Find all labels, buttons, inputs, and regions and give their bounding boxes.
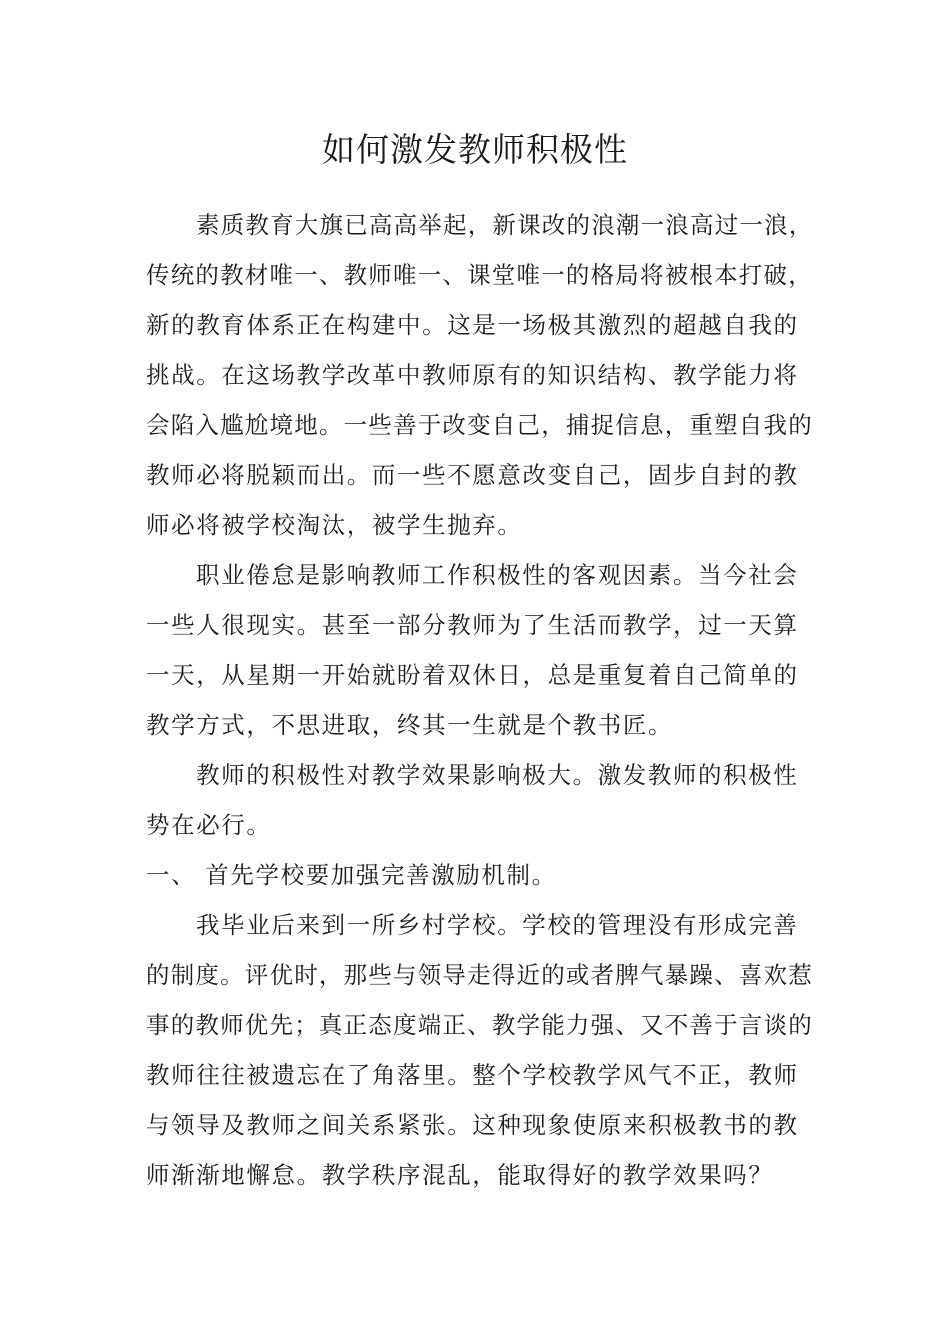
text-line: 我毕业后来到一所乡村学校。学校的管理没有形成完善 xyxy=(196,911,799,939)
text-line: 教师的积极性对教学效果影响极大。激发教师的积极性 xyxy=(196,761,799,789)
text-line: 势在必行。 xyxy=(146,811,272,839)
page-title: 如何激发教师积极性 xyxy=(322,130,628,169)
text-line: 会陷入尴尬境地。一些善于改变自己，捕捉信息，重塑自我的 xyxy=(146,411,813,439)
text-line: 传统的教材唯一、教师唯一、课堂唯一的格局将被根本打破， xyxy=(146,261,813,289)
text-line: 教师必将脱颖而出。而一些不愿意改变自己，固步自封的教 xyxy=(146,461,799,489)
text-line: 教学方式，不思进取，终其一生就是个教书匠。 xyxy=(146,711,674,739)
text-line: 事的教师优先；真正态度端正、教学能力强、又不善于言谈的 xyxy=(146,1011,813,1039)
text-line: 挑战。在这场教学改革中教师原有的知识结构、教学能力将 xyxy=(146,361,799,389)
text-line: 师渐渐地懈怠。教学秩序混乱，能取得好的教学效果吗？ xyxy=(146,1161,774,1189)
text-line: 师必将被学校淘汰，被学生抛弃。 xyxy=(146,511,523,539)
text-line: 一天，从星期一开始就盼着双休日，总是重复着自己简单的 xyxy=(146,661,799,689)
text-line: 一些人很现实。甚至一部分教师为了生活而教学，过一天算 xyxy=(146,611,799,639)
body-text xyxy=(146,200,816,1200)
text-line: 一、 首先学校要加强完善激励机制。 xyxy=(146,861,557,889)
text-line: 与领导及教师之间关系紧张。这种现象使原来积极教书的教 xyxy=(146,1111,799,1139)
text-line: 新的教育体系正在构建中。这是一场极其激烈的超越自我的 xyxy=(146,311,799,339)
text-line: 的制度。评优时，那些与领导走得近的或者脾气暴躁、喜欢惹 xyxy=(146,961,813,989)
text-line: 职业倦怠是影响教师工作积极性的客观因素。当今社会 xyxy=(196,561,799,589)
text-line: 素质教育大旗已高高举起，新课改的浪潮一浪高过一浪， xyxy=(196,211,814,239)
text-line: 教师往往被遗忘在了角落里。整个学校教学风气不正，教师 xyxy=(146,1061,799,1089)
